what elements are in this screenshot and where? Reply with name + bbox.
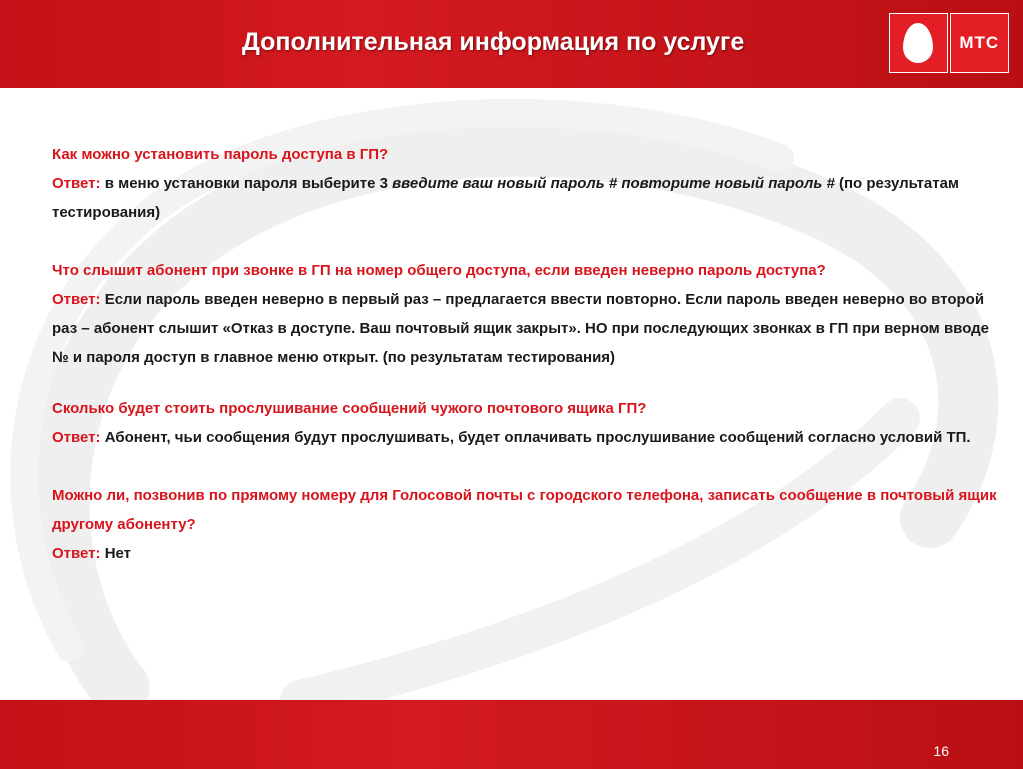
logo-wordmark: МТС <box>950 13 1010 73</box>
faq-question: Что слышит абонент при звонке в ГП на номер общего доступа, если введен неверно пароль доступа? <box>52 262 826 279</box>
answer-text: в меню установки пароля выберите 3 <box>104 175 388 192</box>
answer-text: Если пароль введен неверно в первый раз – предлагается ввести повторно. Если пароль введен неверно во второй раз – абонент слышит «Отказ в доступе. Ваш почтовый ящик закрыт». НО при последующих звонках в ГП при верном вводе № и пароля доступ в главное меню открыт. (по результатам тестирования) <box>52 291 990 366</box>
answer-tail: (по результатам тестирования) <box>52 175 960 221</box>
answer-text: Абонент, чьи сообщения будут прослушивать, будет оплачивать прослушивание сообщений согласно условий ТП. <box>104 429 971 446</box>
page-number: 16 <box>933 743 949 759</box>
faq-content <box>52 140 1002 568</box>
slide-title: Дополнительная информация по услуге <box>242 28 745 56</box>
faq-question: Сколько будет стоить прослушивание сообщений чужого почтового ящика ГП? <box>52 400 647 417</box>
faq-question: Как можно установить пароль доступа в ГП? <box>52 146 389 163</box>
egg-icon <box>903 23 933 63</box>
answer-label: Ответ: <box>52 291 101 308</box>
faq-question: Можно ли, позвонив по прямому номеру для Голосовой почты с городского телефона, записать сообщение в почтовый ящик другому абоненту? <box>52 487 997 533</box>
answer-label: Ответ: <box>52 545 101 562</box>
mts-logo <box>889 13 1009 73</box>
answer-label: Ответ: <box>52 175 101 192</box>
answer-italic: введите ваш новый пароль # повторите новый пароль # <box>392 175 835 192</box>
answer-label: Ответ: <box>52 429 101 446</box>
egg-logo-icon <box>889 13 948 73</box>
faq-item-4 <box>52 481 1002 568</box>
footer-bar <box>0 700 1023 769</box>
faq-item-1 <box>52 140 1002 227</box>
answer-text: Нет <box>104 545 132 562</box>
faq-item-3 <box>52 394 1002 452</box>
header-bar <box>0 0 1023 88</box>
faq-item-2 <box>52 256 1002 372</box>
